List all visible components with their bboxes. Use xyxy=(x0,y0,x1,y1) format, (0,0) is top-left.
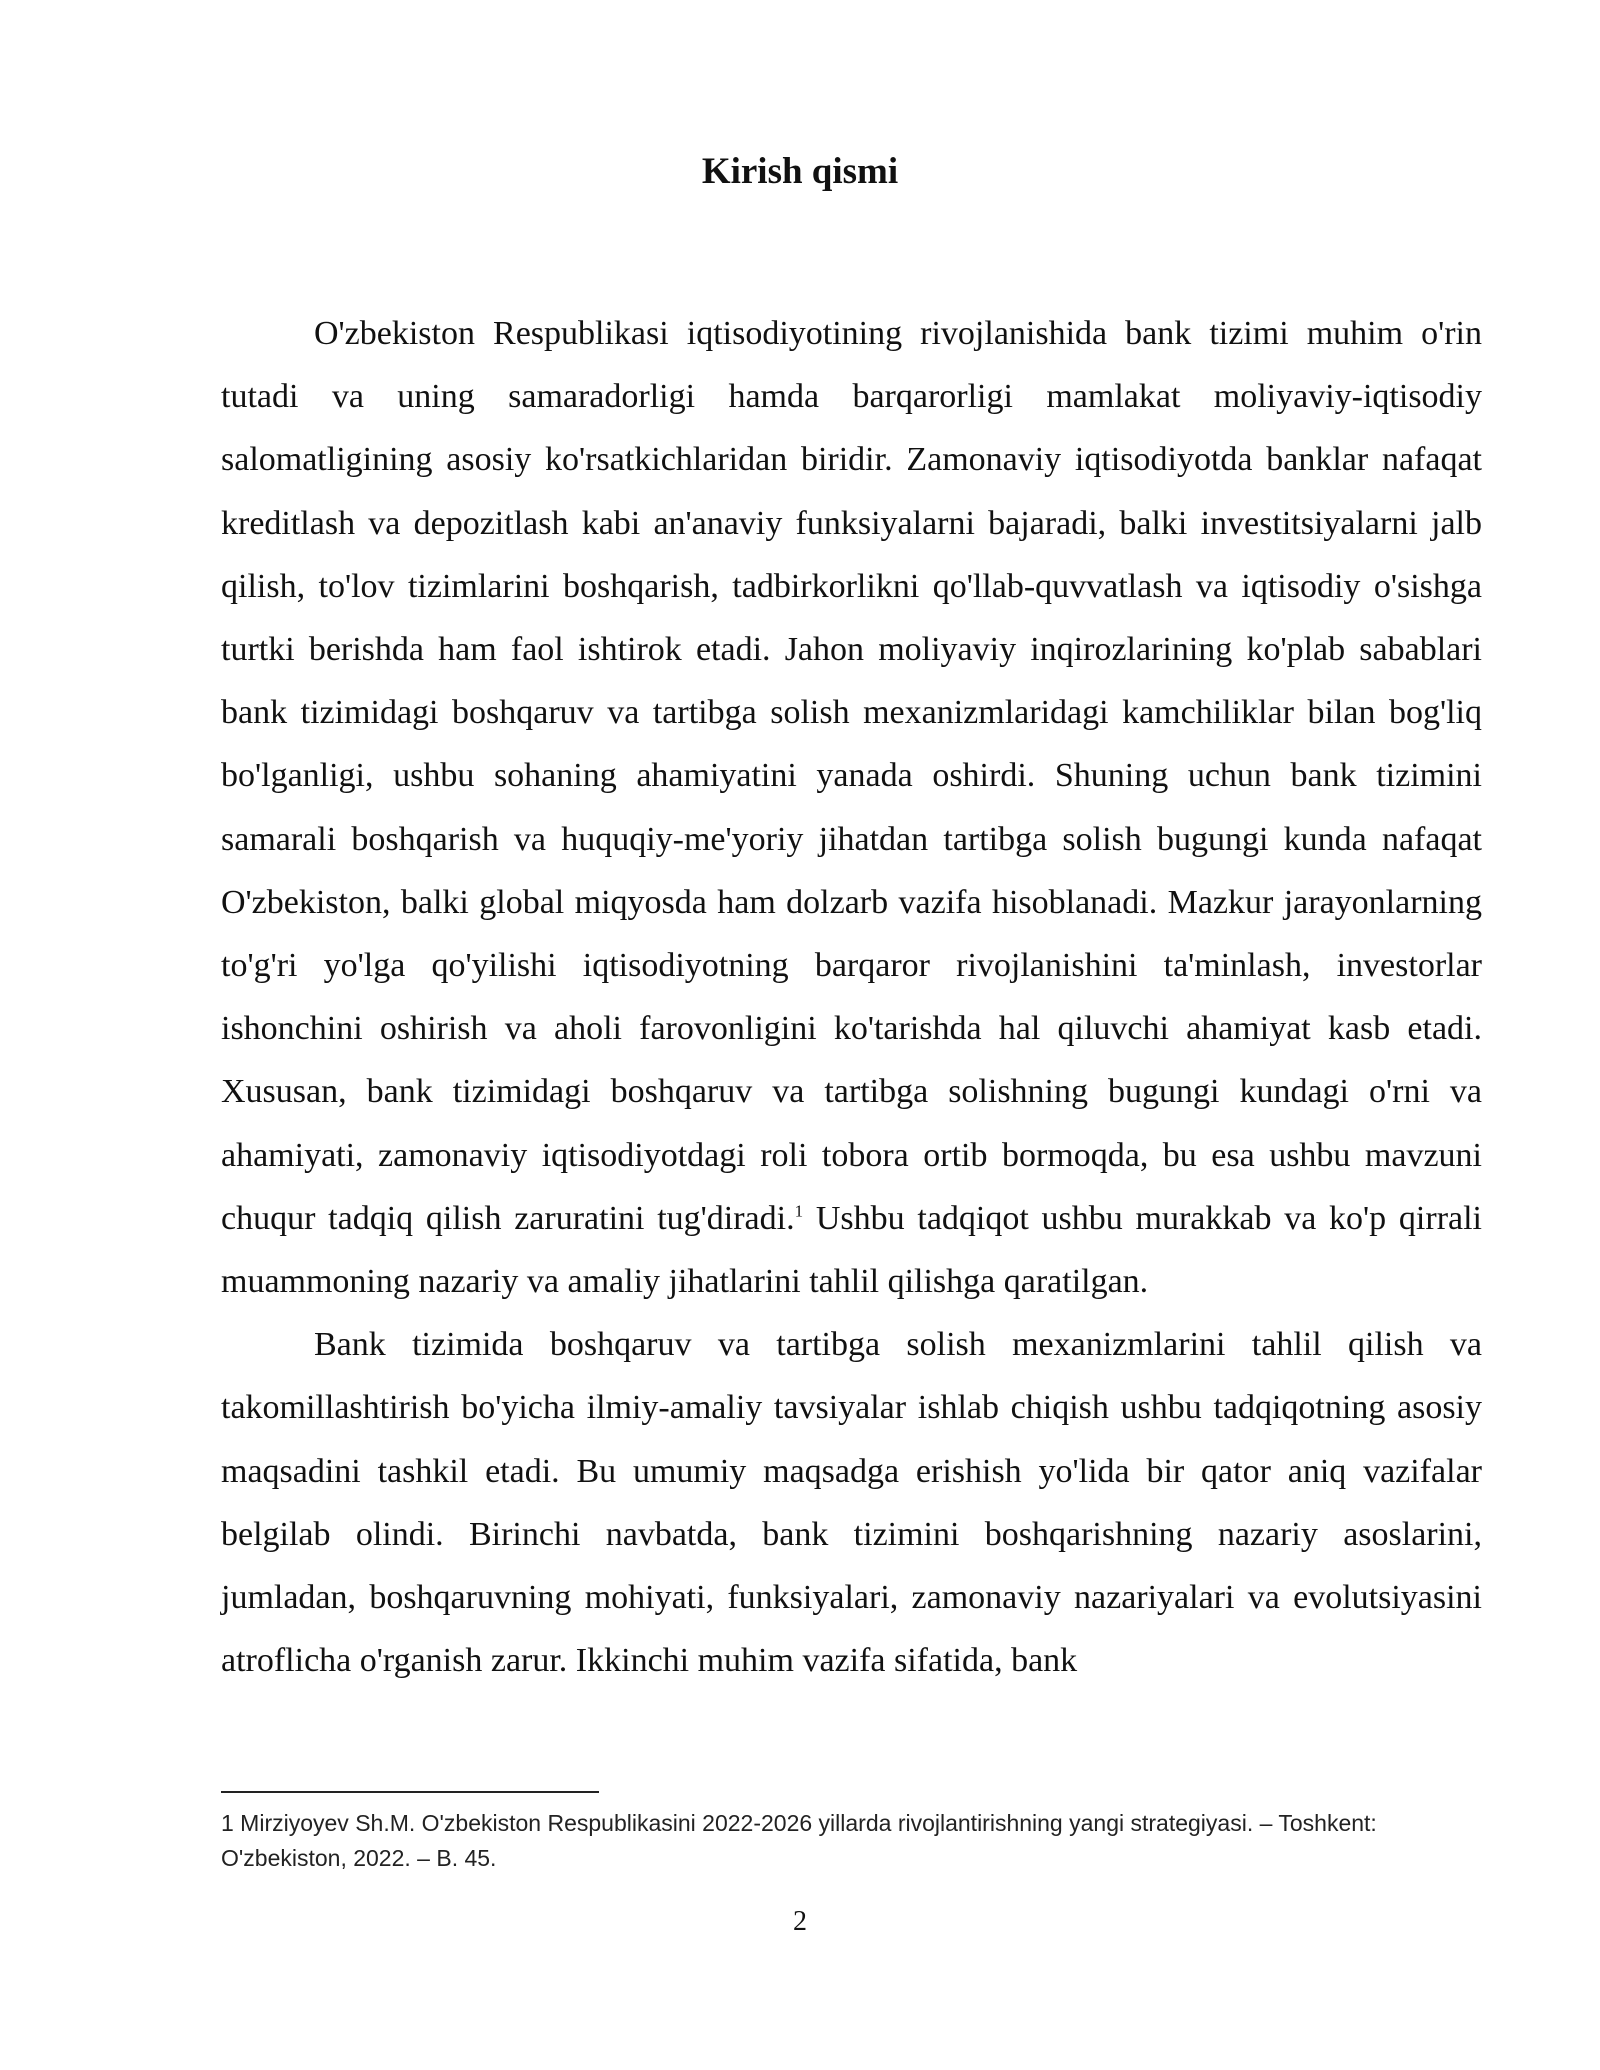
paragraph-2: Bank tizimida boshqaruv va tartibga solish mexanizmlarini tahlil qilish va takomillashtirish bo'yicha ilmiy-amaliy tavsiyalar ishlab chiqish ushbu tadqiqotning asosiy maqsadini tashkil etadi. Bu umumiy maqsadga erishish yo'lida bir qator aniq vazifalar belgilab olindi. Birinchi navbatda, bank tizimini boshqarishning nazariy asoslarini, jumladan, boshqaruvning mohiyati, funksiyalari, zamonaviy nazariyalari va evolutsiyasini atroflicha o'rganish zarur. Ikkinchi muhim vazifa sifatida, bank xyxy=(221,1326,1482,1680)
paragraph-1-continuation: Ushbu tadqiqot ushbu murakkab va ko'p qirrali muammoning nazariy va amaliy jihatlarini tahlil qilishga qaratilgan. xyxy=(221,1199,1483,1301)
footnote-reference[interactable]: 1 xyxy=(794,1201,804,1221)
page-title: Kirish qismi xyxy=(701,151,899,192)
footnote: 1 Mirziyoyev Sh.M. O'zbekiston Respublikasini 2022-2026 yillarda rivojlantirishning yangi strategiyasi. – Toshkent: O'zbekiston, 2022. – B. 45. xyxy=(221,1810,1377,1871)
page-number: 2 xyxy=(793,1906,807,1937)
footnote-separator xyxy=(221,1791,599,1793)
paragraph-1-text: O'zbekiston Respublikasi iqtisodiyotining rivojlanishida bank tizimi muhim o'rin tutadi va uning samaradorligi hamda barqarorligi mamlakat moliyaviy-iqtisodiy salomatligining asosiy ko'rsatkichlaridan biridir. Zamonaviy iqtisodiyotda banklar nafaqat kreditlash va depozitlash kabi an'anaviy funksiyalarni bajaradi, balki investitsiyalarni jalb qilish, to'lov tizimlarini boshqarish, tadbirkorlikni qo'llab-quvvatlash va iqtisodiy o'sishga turtki berishda ham faol ishtirok etadi. Jahon moliyaviy inqirozlarining ko'plab sabablari bank tizimidagi boshqaruv va tartibga solish mexanizmlaridagi kamchiliklar bilan bog'liq bo'lganligi, ushbu sohaning ahamiyatini yanada oshirdi. Shuning uchun bank tizimini samarali boshqarish va huquqiy-me'yoriy jihatdan tartibga solish bugungi kunda nafaqat O'zbekiston, balki global miqyosda ham dolzarb vazifa hisoblanadi. Mazkur jarayonlarning to'g'ri yo'lga qo'yilishi iqtisodiyotning barqaror rivojlanishini ta'minlash, investorlar ishonchini oshirish va aholi farovonligini ko'tarishda hal qiluvchi ahamiyat kasb etadi. Xususan, bank tizimidagi boshqaruv va tartibga solishning bugungi kundagi o'rni va ahamiyati, zamonaviy iqtisodiyotdagi roli tobora ortib bormoqda, bu esa ushbu mavzuni chuqur tadqiq qilish zaruratini tug'diradi. xyxy=(221,315,1482,1237)
body-text xyxy=(221,302,1482,1692)
paragraph-1 xyxy=(221,302,1482,1313)
